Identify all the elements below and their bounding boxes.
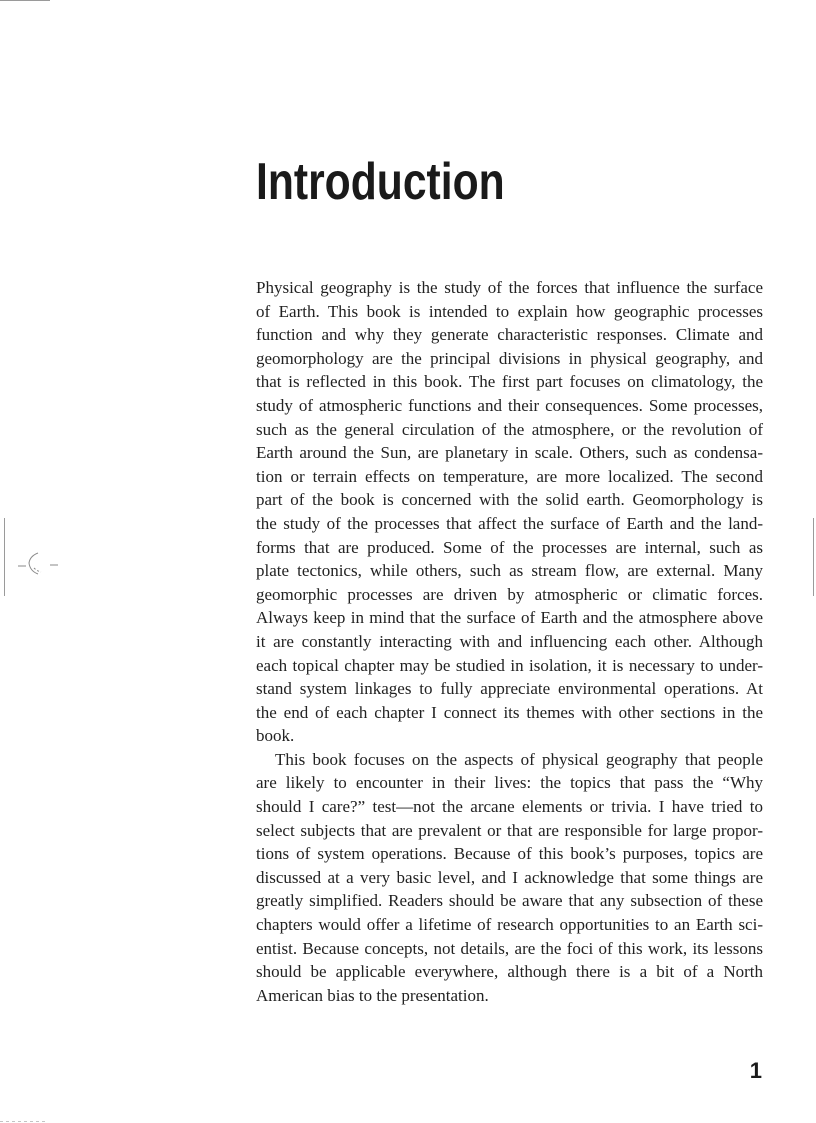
registration-mark-icon [18,553,58,574]
text-line: should I care?” test—not the arcane elements or trivia. I have tried to [256,797,763,817]
text-line: part of the book is concerned with the solid earth. Geomorphology is [256,490,763,510]
text-line: geomorphology are the principal divisions in physical geography, and [256,348,763,368]
text-line: This book focuses on the aspects of physical geography that people [275,749,763,769]
body-text [256,276,763,1007]
text-line: stand system linkages to fully appreciate environmental operations. At [256,679,763,699]
text-line: book. [256,726,295,746]
chapter-title: Introduction [256,153,505,211]
text-line: each topical chapter may be studied in isolation, it is necessary to under- [256,655,763,675]
text-line: should be applicable everywhere, although there is a bit of a North [256,962,763,982]
text-line: study of atmospheric functions and their consequences. Some processes, [256,395,763,415]
paragraph-2 [256,748,763,1008]
text-line: entist. Because concepts, not details, are the foci of this work, its lessons [256,938,763,958]
text-line: that is reflected in this book. The first part focuses on climatology, the [256,372,763,392]
text-line: are likely to encounter in their lives: the topics that pass the “Why [256,773,763,793]
text-line: American bias to the presentation. [256,985,489,1005]
text-line: tions of system operations. Because of this book’s purposes, topics are [256,844,763,864]
page-number: 1 [749,1058,762,1083]
text-line: select subjects that are prevalent or that are responsible for large propor- [256,820,763,840]
text-line: chapters would offer a lifetime of research opportunities to an Earth sci- [256,915,763,935]
text-line: Always keep in mind that the surface of Earth and the atmosphere above [256,608,763,628]
text-line: plate tectonics, while others, such as stream flow, are external. Many [256,561,763,581]
paragraph-1 [256,276,763,748]
text-line: tion or terrain effects on temperature, are more localized. The second [256,466,763,486]
text-line: the study of the processes that affect the surface of Earth and the land- [256,513,763,533]
text-line: of Earth. This book is intended to explain how geographic processes [256,301,763,321]
text-line: it are constantly interacting with and influencing each other. Although [256,631,763,651]
text-line: function and why they generate characteristic responses. Climate and [256,325,763,345]
text-line: such as the general circulation of the atmosphere, or the revolution of [256,419,763,439]
text-line: Physical geography is the study of the forces that influence the surface [256,278,763,297]
text-line: the end of each chapter I connect its themes with other sections in the [256,702,763,722]
text-line: forms that are produced. Some of the processes are internal, such as [256,537,763,557]
text-line: Earth around the Sun, are planetary in scale. Others, such as condensa- [256,443,763,463]
text-line: geomorphic processes are driven by atmospheric or climatic forces. [256,584,763,604]
text-line: discussed at a very basic level, and I acknowledge that some things are [256,867,763,887]
text-line: greatly simplified. Readers should be aware that any subsection of these [256,891,763,911]
